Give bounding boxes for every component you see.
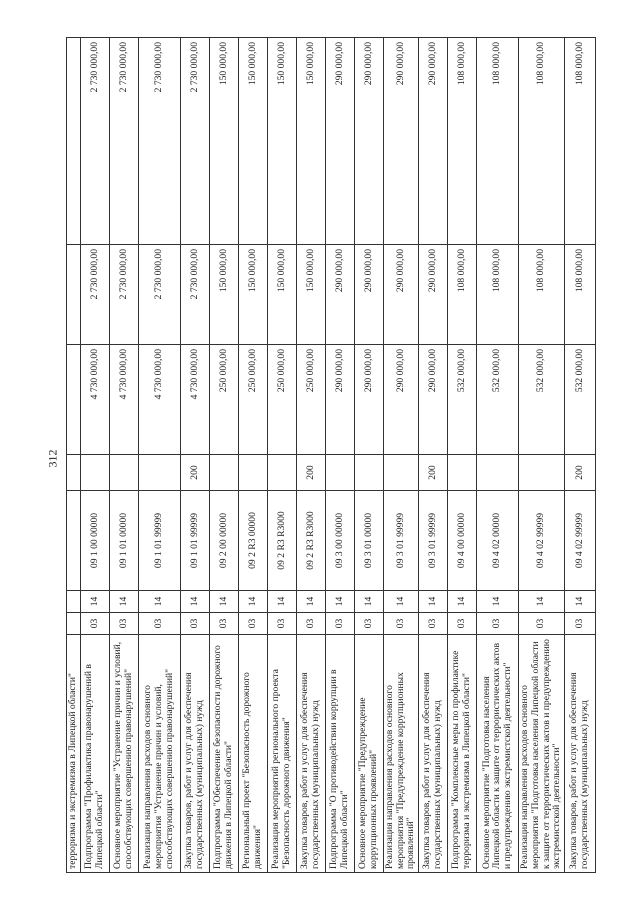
row-expense-type-cell: [81, 455, 110, 491]
table-row: [110, 38, 139, 873]
row-name-cell: Подпрограмма "Комплексные меры по профилактике терроризма и экстремизма в Липецкой области": [448, 635, 477, 873]
row-amount-year3-cell: 150 000,00: [268, 38, 297, 245]
row-amount-year1-cell: 532 000,00: [565, 345, 596, 455]
row-target-code-cell: 09 3 01 00000: [355, 491, 384, 591]
row-amount-year1-cell: 532 000,00: [477, 345, 519, 455]
row-name-cell: Реализация направления расходов основного мероприятия "Предупреждение коррупционных проявлений": [384, 635, 419, 873]
row-amount-year2-cell: 2 730 000,00: [81, 245, 110, 345]
row-amount-year2-cell: [67, 245, 81, 345]
row-amount-year3-cell: 2 730 000,00: [181, 38, 210, 245]
row-name-cell: терроризма и экстремизма в Липецкой области": [67, 635, 81, 873]
row-section-cell: 03: [326, 613, 355, 635]
row-amount-year2-cell: 290 000,00: [326, 245, 355, 345]
row-amount-year2-cell: 2 730 000,00: [139, 245, 181, 345]
row-section-cell: 03: [210, 613, 239, 635]
row-amount-year2-cell: 150 000,00: [239, 245, 268, 345]
row-name-cell: Подпрограмма "Обеспечение безопасности дорожного движения в Липецкой области": [210, 635, 239, 873]
table-row: [519, 38, 565, 873]
row-amount-year2-cell: 108 000,00: [448, 245, 477, 345]
row-section-cell: 03: [139, 613, 181, 635]
row-amount-year1-cell: 250 000,00: [210, 345, 239, 455]
table-row: [448, 38, 477, 873]
row-section-cell: 03: [355, 613, 384, 635]
row-subsection-cell: 14: [519, 591, 565, 613]
row-target-code-cell: 09 1 01 00000: [110, 491, 139, 591]
table-row: [297, 38, 326, 873]
row-target-code-cell: 09 2 R3 R3000: [297, 491, 326, 591]
table-row: [565, 38, 596, 873]
table-body: [67, 38, 596, 873]
row-subsection-cell: 14: [139, 591, 181, 613]
row-amount-year2-cell: 290 000,00: [419, 245, 448, 345]
row-name-cell: Реализация направления расходов основного мероприятия "Устранение причин и условий, способствующих совершению правонарушений": [139, 635, 181, 873]
row-expense-type-cell: [519, 455, 565, 491]
row-amount-year3-cell: 2 730 000,00: [110, 38, 139, 245]
row-target-code-cell: [67, 491, 81, 591]
row-expense-type-cell: [448, 455, 477, 491]
row-section-cell: 03: [239, 613, 268, 635]
row-name-cell: Основное мероприятие "Устранение причин и условий, способствующих совершению правонарушений": [110, 635, 139, 873]
row-amount-year3-cell: 108 000,00: [519, 38, 565, 245]
row-subsection-cell: 14: [181, 591, 210, 613]
row-subsection-cell: 14: [419, 591, 448, 613]
row-section-cell: 03: [181, 613, 210, 635]
row-expense-type-cell: [110, 455, 139, 491]
row-amount-year1-cell: 290 000,00: [326, 345, 355, 455]
row-section-cell: 03: [419, 613, 448, 635]
row-name-cell: Закупка товаров, работ и услуг для обеспечения государственных (муниципальных) нужд: [297, 635, 326, 873]
row-amount-year1-cell: 250 000,00: [239, 345, 268, 455]
row-subsection-cell: 14: [355, 591, 384, 613]
table-row: [419, 38, 448, 873]
row-expense-type-cell: 200: [419, 455, 448, 491]
row-amount-year1-cell: 290 000,00: [355, 345, 384, 455]
row-expense-type-cell: [239, 455, 268, 491]
rotated-table-container: [66, 38, 591, 873]
row-expense-type-cell: [268, 455, 297, 491]
table-row: [210, 38, 239, 873]
row-amount-year2-cell: 290 000,00: [384, 245, 419, 345]
row-expense-type-cell: [384, 455, 419, 491]
row-subsection-cell: 14: [477, 591, 519, 613]
table-row: [181, 38, 210, 873]
row-section-cell: 03: [448, 613, 477, 635]
table-row: [81, 38, 110, 873]
row-name-cell: Реализация направления расходов основного мероприятия "Подготовка населения Липецкой области к защите от террористических актов и предупреждению экстремистской деятельности": [519, 635, 565, 873]
row-amount-year2-cell: 150 000,00: [297, 245, 326, 345]
row-expense-type-cell: [67, 455, 81, 491]
row-name-cell: Закупка товаров, работ и услуг для обеспечения государственных (муниципальных) нужд: [565, 635, 596, 873]
row-amount-year1-cell: 4 730 000,00: [81, 345, 110, 455]
table-row: [239, 38, 268, 873]
row-section-cell: 03: [297, 613, 326, 635]
row-subsection-cell: 14: [565, 591, 596, 613]
row-subsection-cell: [67, 591, 81, 613]
row-target-code-cell: 09 4 00 00000: [448, 491, 477, 591]
row-amount-year1-cell: [67, 345, 81, 455]
row-amount-year3-cell: 150 000,00: [239, 38, 268, 245]
row-name-cell: Закупка товаров, работ и услуг для обеспечения государственных (муниципальных) нужд: [181, 635, 210, 873]
row-amount-year3-cell: 150 000,00: [297, 38, 326, 245]
row-amount-year2-cell: 108 000,00: [565, 245, 596, 345]
table-row: [139, 38, 181, 873]
row-subsection-cell: 14: [81, 591, 110, 613]
row-expense-type-cell: [326, 455, 355, 491]
table-row: [384, 38, 419, 873]
row-amount-year1-cell: 250 000,00: [268, 345, 297, 455]
row-amount-year2-cell: 2 730 000,00: [181, 245, 210, 345]
row-subsection-cell: 14: [448, 591, 477, 613]
row-amount-year3-cell: 108 000,00: [477, 38, 519, 245]
row-amount-year1-cell: 250 000,00: [297, 345, 326, 455]
row-expense-type-cell: 200: [565, 455, 596, 491]
row-name-cell: Основное мероприятие "Подготовка населения Липецкой области к защите от террористических актов и предупреждению экстремистской деятельности": [477, 635, 519, 873]
row-target-code-cell: 09 1 00 00000: [81, 491, 110, 591]
row-target-code-cell: 09 2 R3 R3000: [268, 491, 297, 591]
row-section-cell: 03: [81, 613, 110, 635]
row-target-code-cell: 09 4 02 00000: [477, 491, 519, 591]
row-subsection-cell: 14: [297, 591, 326, 613]
row-amount-year1-cell: 532 000,00: [519, 345, 565, 455]
table-row: [477, 38, 519, 873]
row-amount-year3-cell: 290 000,00: [419, 38, 448, 245]
row-amount-year1-cell: 4 730 000,00: [110, 345, 139, 455]
row-subsection-cell: 14: [239, 591, 268, 613]
row-amount-year3-cell: 2 730 000,00: [81, 38, 110, 245]
row-subsection-cell: 14: [326, 591, 355, 613]
row-expense-type-cell: 200: [297, 455, 326, 491]
row-amount-year3-cell: 290 000,00: [326, 38, 355, 245]
page-number: 312: [45, 449, 60, 468]
budget-table: [66, 37, 596, 873]
table-row: [67, 38, 81, 873]
row-amount-year1-cell: 4 730 000,00: [139, 345, 181, 455]
row-target-code-cell: 09 3 01 99999: [384, 491, 419, 591]
row-target-code-cell: 09 3 01 99999: [419, 491, 448, 591]
row-expense-type-cell: [139, 455, 181, 491]
row-amount-year3-cell: 2 730 000,00: [139, 38, 181, 245]
row-amount-year3-cell: 108 000,00: [565, 38, 596, 245]
budget-table-frame: [66, 38, 591, 873]
row-amount-year2-cell: 290 000,00: [355, 245, 384, 345]
row-amount-year3-cell: [67, 38, 81, 245]
row-subsection-cell: 14: [268, 591, 297, 613]
row-amount-year2-cell: 108 000,00: [519, 245, 565, 345]
row-amount-year2-cell: 150 000,00: [210, 245, 239, 345]
row-subsection-cell: 14: [210, 591, 239, 613]
row-amount-year3-cell: 290 000,00: [355, 38, 384, 245]
row-section-cell: 03: [110, 613, 139, 635]
row-amount-year2-cell: 150 000,00: [268, 245, 297, 345]
row-amount-year1-cell: 532 000,00: [448, 345, 477, 455]
table-row: [326, 38, 355, 873]
row-amount-year1-cell: 290 000,00: [419, 345, 448, 455]
row-section-cell: 03: [519, 613, 565, 635]
row-target-code-cell: 09 4 02 99999: [565, 491, 596, 591]
row-name-cell: Реализация мероприятий регионального проекта "Безопасность дорожного движения": [268, 635, 297, 873]
row-section-cell: 03: [384, 613, 419, 635]
row-name-cell: Основное мероприятие "Предупреждение коррупционных проявлений": [355, 635, 384, 873]
row-expense-type-cell: [477, 455, 519, 491]
row-subsection-cell: 14: [384, 591, 419, 613]
row-amount-year3-cell: 108 000,00: [448, 38, 477, 245]
table-row: [268, 38, 297, 873]
row-expense-type-cell: [210, 455, 239, 491]
row-target-code-cell: 09 3 00 00000: [326, 491, 355, 591]
row-target-code-cell: 09 2 00 00000: [210, 491, 239, 591]
row-section-cell: 03: [268, 613, 297, 635]
row-amount-year2-cell: 2 730 000,00: [110, 245, 139, 345]
row-expense-type-cell: 200: [181, 455, 210, 491]
row-target-code-cell: 09 4 02 99999: [519, 491, 565, 591]
row-target-code-cell: 09 2 R3 00000: [239, 491, 268, 591]
row-amount-year3-cell: 150 000,00: [210, 38, 239, 245]
row-name-cell: Подпрограмма "О противодействии коррупции в Липецкой области": [326, 635, 355, 873]
row-name-cell: Закупка товаров, работ и услуг для обеспечения государственных (муниципальных) нужд: [419, 635, 448, 873]
row-section-cell: [67, 613, 81, 635]
row-amount-year3-cell: 290 000,00: [384, 38, 419, 245]
row-section-cell: 03: [565, 613, 596, 635]
row-name-cell: Подпрограмма "Профилактика правонарушений в Липецкой области": [81, 635, 110, 873]
row-subsection-cell: 14: [110, 591, 139, 613]
table-row: [355, 38, 384, 873]
row-expense-type-cell: [355, 455, 384, 491]
row-target-code-cell: 09 1 01 99999: [181, 491, 210, 591]
row-amount-year1-cell: 290 000,00: [384, 345, 419, 455]
row-amount-year2-cell: 108 000,00: [477, 245, 519, 345]
row-section-cell: 03: [477, 613, 519, 635]
row-name-cell: Региональный проект "Безопасность дорожного движения": [239, 635, 268, 873]
row-target-code-cell: 09 1 01 99999: [139, 491, 181, 591]
row-amount-year1-cell: 4 730 000,00: [181, 345, 210, 455]
